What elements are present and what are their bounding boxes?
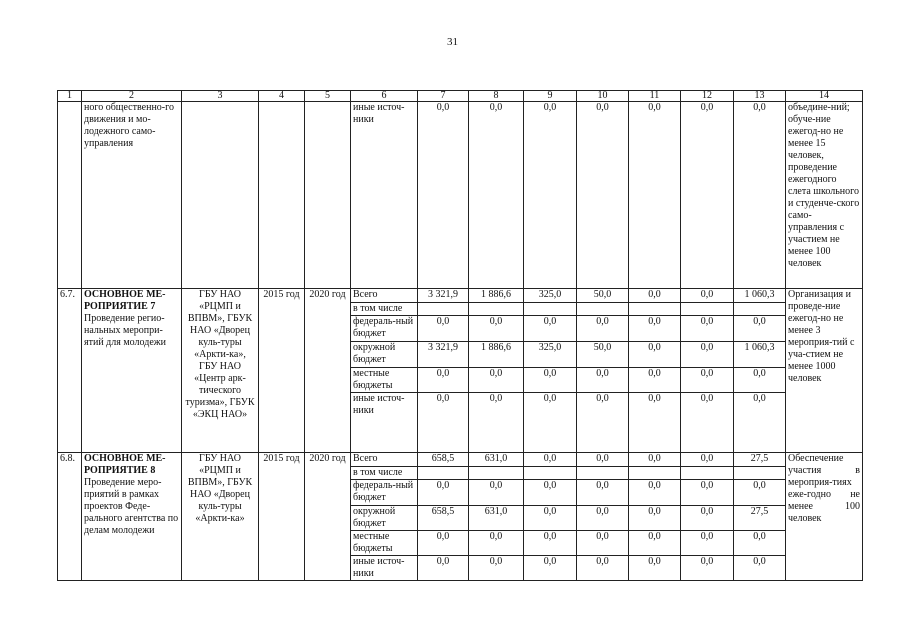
- value-cell: 0,0: [629, 289, 681, 303]
- item-end: 2020 год: [305, 289, 351, 453]
- item-name-body: Проведение регио-нальных меропри-ятий для молодежи: [84, 313, 167, 348]
- value-cell: 0,0: [734, 393, 786, 453]
- funding-source: в том числе: [351, 467, 418, 480]
- column-header: 11: [629, 91, 681, 102]
- funding-source: в том числе: [351, 303, 418, 316]
- column-header: 2: [82, 91, 182, 102]
- funding-source: иные источ-ники: [351, 393, 418, 453]
- continuation-row: [58, 102, 863, 289]
- value-cell: 1 886,6: [469, 289, 524, 303]
- page-number: 31: [447, 36, 458, 48]
- value-cell: 0,0: [469, 316, 524, 342]
- value-cell: [418, 467, 469, 480]
- value-cell: 0,0: [577, 480, 629, 506]
- value-cell: 0,0: [681, 453, 734, 467]
- value-cell: 0,0: [681, 102, 734, 289]
- value-cell: 1 060,3: [734, 342, 786, 368]
- value-cell: 631,0: [469, 506, 524, 531]
- funding-source: федераль-ный бюджет: [351, 480, 418, 506]
- funding-source: иные источ-ники: [351, 102, 418, 289]
- value-cell: 0,0: [629, 506, 681, 531]
- value-cell: 0,0: [577, 453, 629, 467]
- value-cell: 0,0: [469, 556, 524, 581]
- value-cell: 0,0: [524, 480, 577, 506]
- value-cell: 0,0: [469, 368, 524, 393]
- item-executor: ГБУ НАО «РЦМП и ВПВМ», ГБУК НАО «Дворец куль-туры «Аркти-ка», ГБУ НАО «Центр арк-тического туризма», ГБУК «ЭКЦ НАО»: [182, 289, 259, 453]
- column-header: 4: [259, 91, 305, 102]
- value-cell: 0,0: [577, 506, 629, 531]
- value-cell: 0,0: [734, 368, 786, 393]
- program-table: [57, 90, 863, 581]
- value-cell: 0,0: [418, 393, 469, 453]
- value-cell: 0,0: [577, 531, 629, 556]
- value-cell: 0,0: [681, 531, 734, 556]
- funding-source: окружной бюджет: [351, 506, 418, 531]
- value-cell: 0,0: [629, 316, 681, 342]
- item-end: [305, 102, 351, 289]
- funding-source: местные бюджеты: [351, 531, 418, 556]
- value-cell: 0,0: [681, 393, 734, 453]
- funding-source: местные бюджеты: [351, 368, 418, 393]
- value-cell: 0,0: [629, 102, 681, 289]
- item-number: 6.7.: [58, 289, 82, 453]
- value-cell: [681, 303, 734, 316]
- value-cell: [577, 467, 629, 480]
- column-header: 8: [469, 91, 524, 102]
- value-cell: 0,0: [681, 368, 734, 393]
- column-header: 7: [418, 91, 469, 102]
- column-header: 14: [786, 91, 863, 102]
- value-cell: 27,5: [734, 506, 786, 531]
- value-cell: [577, 303, 629, 316]
- funding-source: иные источ-ники: [351, 556, 418, 581]
- value-cell: 0,0: [418, 316, 469, 342]
- value-cell: 0,0: [577, 368, 629, 393]
- value-cell: [524, 303, 577, 316]
- value-cell: [418, 303, 469, 316]
- column-header: 12: [681, 91, 734, 102]
- value-cell: 0,0: [418, 480, 469, 506]
- value-cell: 0,0: [681, 342, 734, 368]
- funding-source: Всего: [351, 289, 418, 303]
- item-executor: [182, 102, 259, 289]
- value-cell: [629, 467, 681, 480]
- column-header: 10: [577, 91, 629, 102]
- value-cell: [469, 303, 524, 316]
- value-cell: 0,0: [524, 556, 577, 581]
- value-cell: 0,0: [469, 393, 524, 453]
- value-cell: 0,0: [469, 102, 524, 289]
- value-cell: 325,0: [524, 289, 577, 303]
- item-name: ного общественно-го движения и мо-лодежного само-управления: [82, 102, 182, 289]
- value-cell: 0,0: [681, 289, 734, 303]
- value-cell: [629, 303, 681, 316]
- value-cell: 3 321,9: [418, 342, 469, 368]
- value-cell: 0,0: [524, 368, 577, 393]
- funding-source: Всего: [351, 453, 418, 467]
- item-name-body: Проведение меро-приятий в рамках проектов Феде-рального агентства по делам молодежи: [84, 477, 179, 536]
- value-cell: 0,0: [469, 531, 524, 556]
- item-end: 2020 год: [305, 453, 351, 581]
- value-cell: 0,0: [418, 556, 469, 581]
- value-cell: 50,0: [577, 289, 629, 303]
- table-row: [58, 453, 863, 467]
- value-cell: 0,0: [629, 556, 681, 581]
- table-row: [58, 289, 863, 303]
- value-cell: 0,0: [734, 531, 786, 556]
- value-cell: 0,0: [524, 506, 577, 531]
- column-number-row: [58, 91, 863, 102]
- value-cell: 0,0: [524, 531, 577, 556]
- value-cell: 0,0: [734, 102, 786, 289]
- value-cell: 0,0: [734, 316, 786, 342]
- item-result: Обеспечение участия в мероприя-тиях еже-годно не менее 100 человек: [786, 453, 863, 581]
- value-cell: [681, 467, 734, 480]
- value-cell: 0,0: [577, 393, 629, 453]
- value-cell: 658,5: [418, 506, 469, 531]
- item-start: 2015 год: [259, 289, 305, 453]
- value-cell: 0,0: [629, 531, 681, 556]
- value-cell: 0,0: [577, 102, 629, 289]
- value-cell: 0,0: [734, 480, 786, 506]
- column-header: 13: [734, 91, 786, 102]
- value-cell: [524, 467, 577, 480]
- value-cell: 0,0: [577, 316, 629, 342]
- value-cell: 0,0: [629, 368, 681, 393]
- item-number: [58, 102, 82, 289]
- item-result: Организация и проведе-ние ежегод-но не менее 3 мероприя-тий с уча-стием не менее 1000 человек: [786, 289, 863, 453]
- value-cell: 631,0: [469, 453, 524, 467]
- column-header: 5: [305, 91, 351, 102]
- item-result: объедине-ний; обуче-ние ежегод-но не менее 15 человек, проведение ежегодного слета школьного и студенче-ского само-управления с участием не менее 100 человек: [786, 102, 863, 289]
- column-header: 3: [182, 91, 259, 102]
- value-cell: 0,0: [524, 102, 577, 289]
- column-header: 9: [524, 91, 577, 102]
- value-cell: 0,0: [629, 480, 681, 506]
- value-cell: 0,0: [418, 368, 469, 393]
- item-name-head: ОСНОВНОЕ МЕ-РОПРИЯТИЕ 8: [84, 453, 166, 476]
- item-number: 6.8.: [58, 453, 82, 581]
- item-name: [82, 289, 182, 453]
- value-cell: 0,0: [629, 453, 681, 467]
- value-cell: 0,0: [681, 506, 734, 531]
- value-cell: 658,5: [418, 453, 469, 467]
- value-cell: 3 321,9: [418, 289, 469, 303]
- value-cell: [734, 303, 786, 316]
- value-cell: 0,0: [469, 480, 524, 506]
- value-cell: 0,0: [681, 480, 734, 506]
- value-cell: 0,0: [524, 453, 577, 467]
- value-cell: 50,0: [577, 342, 629, 368]
- value-cell: 325,0: [524, 342, 577, 368]
- value-cell: [469, 467, 524, 480]
- value-cell: 0,0: [524, 316, 577, 342]
- item-executor: ГБУ НАО «РЦМП и ВПВМ», ГБУК НАО «Дворец куль-туры «Аркти-ка»: [182, 453, 259, 581]
- value-cell: 0,0: [524, 393, 577, 453]
- value-cell: [734, 467, 786, 480]
- value-cell: 0,0: [629, 393, 681, 453]
- value-cell: 0,0: [418, 531, 469, 556]
- value-cell: 27,5: [734, 453, 786, 467]
- value-cell: 0,0: [418, 102, 469, 289]
- column-header: 1: [58, 91, 82, 102]
- value-cell: 1 060,3: [734, 289, 786, 303]
- value-cell: 0,0: [681, 556, 734, 581]
- funding-source: окружной бюджет: [351, 342, 418, 368]
- value-cell: 0,0: [734, 556, 786, 581]
- column-header: 6: [351, 91, 418, 102]
- value-cell: 0,0: [629, 342, 681, 368]
- item-start: [259, 102, 305, 289]
- funding-source: федераль-ный бюджет: [351, 316, 418, 342]
- value-cell: 0,0: [681, 316, 734, 342]
- item-name: [82, 453, 182, 581]
- value-cell: 1 886,6: [469, 342, 524, 368]
- item-name-head: ОСНОВНОЕ МЕ-РОПРИЯТИЕ 7: [84, 289, 166, 312]
- value-cell: 0,0: [577, 556, 629, 581]
- item-start: 2015 год: [259, 453, 305, 581]
